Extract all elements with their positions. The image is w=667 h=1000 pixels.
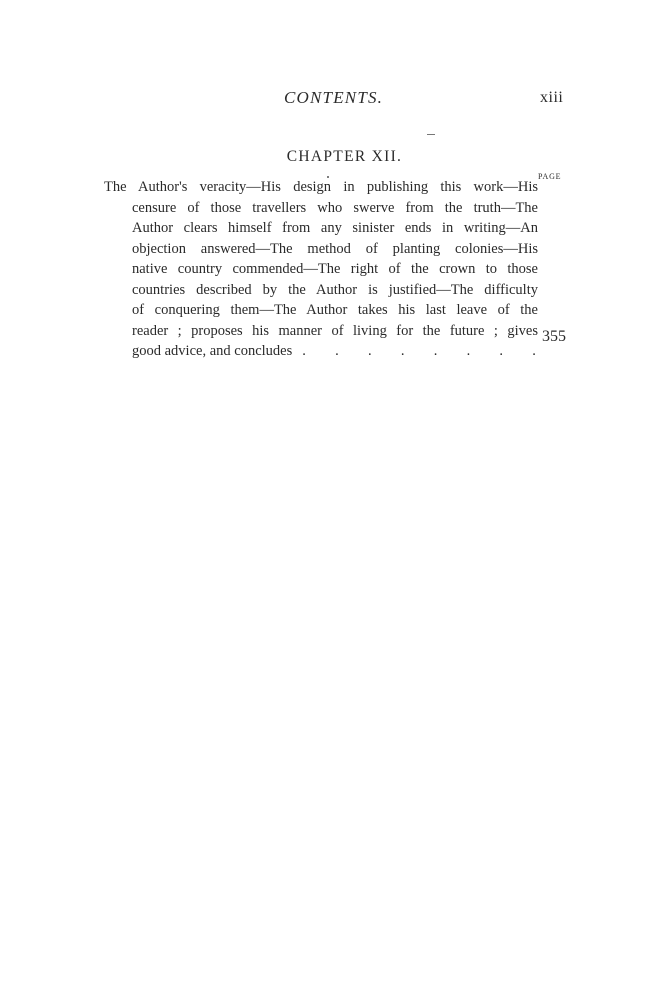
print-mark	[427, 134, 435, 135]
entry-line: native country commended—The right of the crown to those	[132, 261, 538, 277]
page-column-label: PAGE	[538, 172, 562, 181]
entry-page-number: 355	[542, 328, 566, 345]
chapter-title-text: CHAPTER XII.	[286, 148, 403, 165]
entry-line: of conquering them—The Author takes his last leave of the	[132, 302, 538, 318]
entry-line: countries described by the Author is justified—The difficulty	[132, 281, 538, 298]
entry-line: Author clears himself from any sinister ends in writing—An	[132, 220, 538, 236]
chapter-title	[0, 148, 667, 166]
contents-entry	[104, 177, 538, 362]
entry-line: reader ; proposes his manner of living for the future ; gives	[132, 322, 538, 339]
entry-line-last	[132, 341, 538, 362]
entry-line: objection answered—The method of planting colonies—His	[132, 240, 538, 257]
entry-line: censure of those travellers who swerve from the truth—The	[132, 199, 538, 216]
dot-leaders: . . . . . . . .	[302, 343, 536, 359]
entry-line-text: good advice, and concludes	[132, 343, 293, 359]
entry-line: The Author's veracity—His design in publishing this work—His	[104, 179, 538, 195]
running-head: CONTENTS.	[284, 88, 384, 107]
page-folio: xiii	[540, 89, 564, 106]
